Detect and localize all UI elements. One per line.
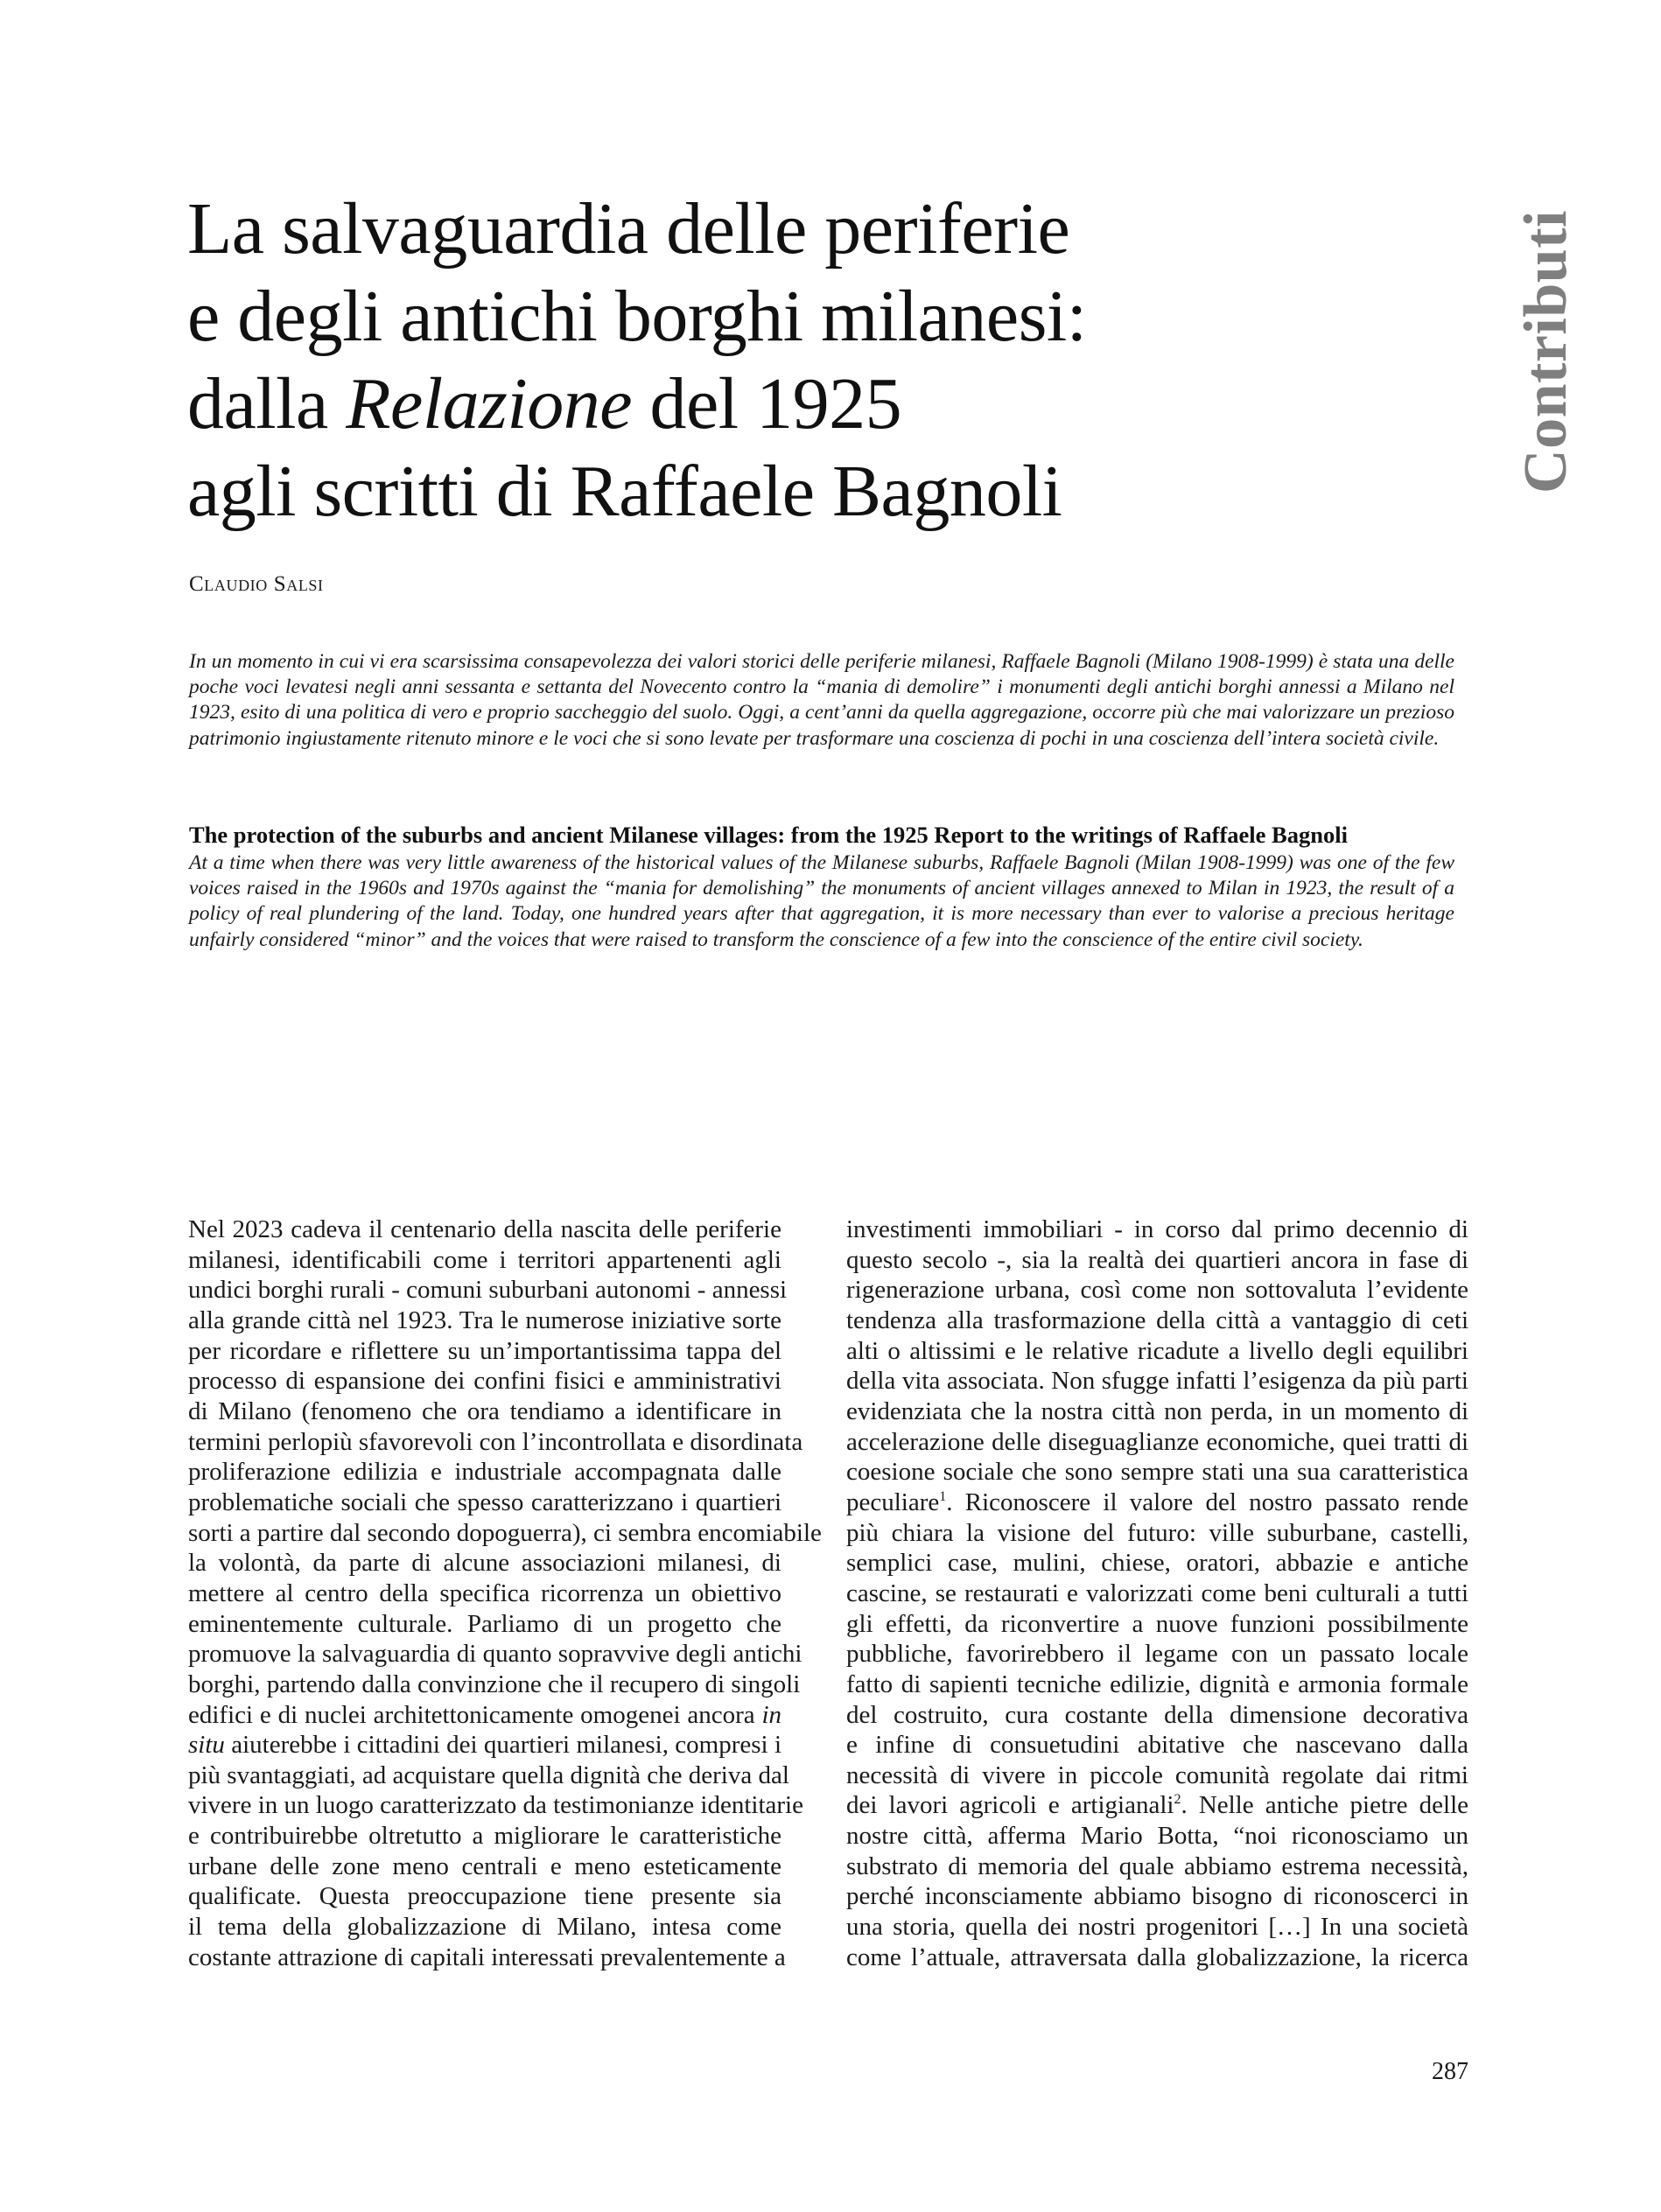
body-line: per ricordare e riflettere su un’importantissima tappa del — [188, 1336, 781, 1365]
body-line: substrato di memoria del quale abbiamo estrema necessità, — [846, 1852, 1468, 1880]
body-line: alla grande città nel 1923. Tra le numerose iniziative sorte — [188, 1306, 781, 1334]
body-line: borghi, partendo dalla convinzione che il recupero di singoli — [188, 1670, 801, 1698]
body-line: questo secolo -, sia la realtà dei quartieri ancora in fase di — [846, 1245, 1468, 1274]
body-line — [188, 1730, 781, 1760]
body-line: undici borghi rurali - comuni suburbani autonomi - annessi — [188, 1276, 788, 1305]
abstract-english: At a time when there was very little awareness of the historical values of the Milanese suburbs, Raffaele Bagnoli (Milan 1908-1999) was one of the few voices raised in the 1960s and 1970s against the “mania for demolishing” the monuments of ancient villages annexed to Milan in 1923, the result of a policy of real plundering of the land. Today, one hundred years after that aggregation, it is more necessary than ever to valorise a precious heritage unfairly considered “minor” and the voices that were raised to transform the conscience of a few into the conscience of the entire civil society. — [189, 851, 1454, 951]
body-line: alti o altissimi e le relative ricadute a livello degli equilibri — [846, 1336, 1468, 1365]
article-title — [187, 186, 1325, 536]
title-line-4: agli scritti di Raffaele Bagnoli — [187, 451, 1062, 532]
abstract-italian: In un momento in cui vi era scarsissima consapevolezza dei valori storici delle periferie milanesi, Raffaele Bagnoli (Milano 1908-1999) è stata una delle poche voci levatesi negli anni sessanta e settanta del Novecento contro la “mania di demolire” i monumenti degli antichi borghi annessi a Milano nel 1923, esito di una politica di vero e proprio saccheggio del suolo. Oggi, a cent’anni da quella aggregazione, occorre più che mai valorizzare un prezioso patrimonio ingiustamente ritenuto minore e le voci che si sono levate per trasformare una coscienza di pochi in una coscienza dell’intera società civile. — [189, 650, 1454, 750]
author-name: Claudio Salsi — [189, 572, 324, 596]
body-line: rigenerazione urbana, così come non sottovaluta l’evidente — [846, 1276, 1468, 1305]
italic-situ: situ — [188, 1731, 225, 1760]
body-line: processo di espansione dei confini fisici e amministrativi — [188, 1367, 781, 1396]
body-line: eminentemente culturale. Parliamo di un progetto che — [188, 1609, 781, 1638]
title-line-3-end: del 1925 — [632, 363, 902, 444]
body-line: accelerazione delle diseguaglianze economiche, quei tratti di — [846, 1427, 1468, 1456]
body-line: e contribuirebbe oltretutto a migliorare le caratteristiche — [188, 1822, 781, 1851]
section-tab-label: Contributi — [1512, 210, 1580, 494]
footnote-ref-1[interactable]: 1 — [939, 1488, 947, 1504]
body-line: mettere al centro della specifica ricorrenza un obiettivo — [188, 1578, 781, 1607]
body-line: costante attrazione di capitali interessati prevalentemente a — [188, 1942, 786, 1971]
body-line: il tema della globalizzazione di Milano, intesa come — [188, 1913, 781, 1942]
title-line-2: e degli antichi borghi milanesi: — [187, 276, 1087, 357]
body-line: necessità di vivere in piccole comunità regolate dai ritmi — [846, 1760, 1468, 1789]
page-number: 287 — [1432, 2058, 1468, 2085]
body-line: termini perlopiù sfavorevoli con l’incontrollata e disordinata — [188, 1427, 803, 1456]
body-line-text: dei lavori agricoli e artigianali — [846, 1791, 1174, 1820]
body-line — [188, 1700, 781, 1731]
body-line: Nel 2023 cadeva il centenario della nascita delle periferie — [188, 1215, 781, 1243]
body-line-text: . Nelle antiche pietre delle — [1181, 1791, 1469, 1820]
body-line: la volontà, da parte di alcune associazioni milanesi, di — [188, 1549, 781, 1578]
body-line: milanesi, identificabili come i territori appartenenti agli — [188, 1245, 781, 1274]
body-line: investimenti immobiliari - in corso dal primo decennio di — [846, 1215, 1468, 1243]
body-line: qualificate. Questa preoccupazione tiene presente sia — [188, 1882, 781, 1911]
body-line: pubbliche, favorirebbero il legame con un passato locale — [846, 1640, 1468, 1669]
body-line: cascine, se restaurati e valorizzati come beni culturali a tutti — [846, 1578, 1468, 1607]
body-line: problematiche sociali che spesso caratterizzano i quartieri — [188, 1488, 781, 1516]
body-line: vivere in un luogo caratterizzato da testimonianze identitarie — [188, 1791, 803, 1820]
title-line-3 — [187, 360, 1325, 448]
body-line: e infine di consuetudini abitative che nascevano dalla — [846, 1731, 1468, 1760]
body-line: nostre città, afferma Mario Botta, “noi riconosciamo un — [846, 1822, 1468, 1851]
abstract-english-title: The protection of the suburbs and ancient Milanese villages: from the 1925 Report to the writings of Raffaele Bagnoli — [189, 822, 1348, 848]
body-line — [846, 1488, 1468, 1518]
body-line-text: edifici e di nuclei architettonicamente omogenei ancora — [188, 1700, 755, 1729]
title-line-1: La salvaguardia delle periferie — [187, 188, 1070, 270]
body-line: fatto di sapienti tecniche edilizie, dignità e armonia formale — [846, 1670, 1468, 1698]
body-line: di Milano (fenomeno che ora tendiamo a identificare in — [188, 1396, 781, 1425]
body-line: della vita associata. Non sfugge infatti l’esigenza da più parti — [846, 1367, 1468, 1396]
body-line: più chiara la visione del futuro: ville suburbane, castelli, — [846, 1518, 1468, 1547]
title-italic-relazione: Relazione — [346, 363, 632, 444]
italic-in: in — [761, 1700, 781, 1729]
body-line: coesione sociale che sono sempre stati una sua caratteristica — [846, 1458, 1468, 1487]
body-line: urbane delle zone meno centrali e meno esteticamente — [188, 1852, 781, 1880]
body-column-right — [846, 1214, 1468, 1972]
body-line: più svantaggiati, ad acquistare quella dignità che deriva dal — [188, 1760, 789, 1789]
body-line: una storia, quella dei nostri progenitori […] In una società — [846, 1913, 1468, 1942]
body-line: evidenziata che la nostra città non perda, in un momento di — [846, 1396, 1468, 1425]
section-tab — [1507, 210, 1586, 494]
body-line: gli effetti, da riconvertire a nuove funzioni possibilmente — [846, 1609, 1468, 1638]
body-line: semplici case, mulini, chiese, oratori, abbazie e antiche — [846, 1549, 1468, 1578]
body-line — [846, 1790, 1468, 1821]
body-line-text: aiuterebbe i cittadini dei quartieri milanesi, compresi i — [231, 1731, 781, 1760]
body-line: perché inconsciamente abbiamo bisogno di riconoscerci in — [846, 1882, 1468, 1911]
body-line: proliferazione edilizia e industriale accompagnata dalle — [188, 1458, 781, 1487]
body-line: del costruito, cura costante della dimensione decorativa — [846, 1700, 1468, 1729]
footnote-ref-2[interactable]: 2 — [1174, 1792, 1181, 1808]
body-line-text: . Riconoscere il valore del nostro passato rende — [946, 1488, 1468, 1516]
body-line: come l’attuale, attraversata dalla globalizzazione, la ricerca — [846, 1942, 1468, 1971]
body-line: sorti a partire dal secondo dopoguerra), ci sembra encomiabile — [188, 1518, 822, 1547]
body-column-left — [188, 1214, 822, 1972]
body-line-text: peculiare — [846, 1488, 940, 1516]
body-line: promuove la salvaguardia di quanto sopravvive degli antichi — [188, 1640, 802, 1669]
body-line: tendenza alla trasformazione della città a vantaggio di ceti — [846, 1306, 1468, 1334]
title-line-3-start: dalla — [187, 363, 347, 444]
